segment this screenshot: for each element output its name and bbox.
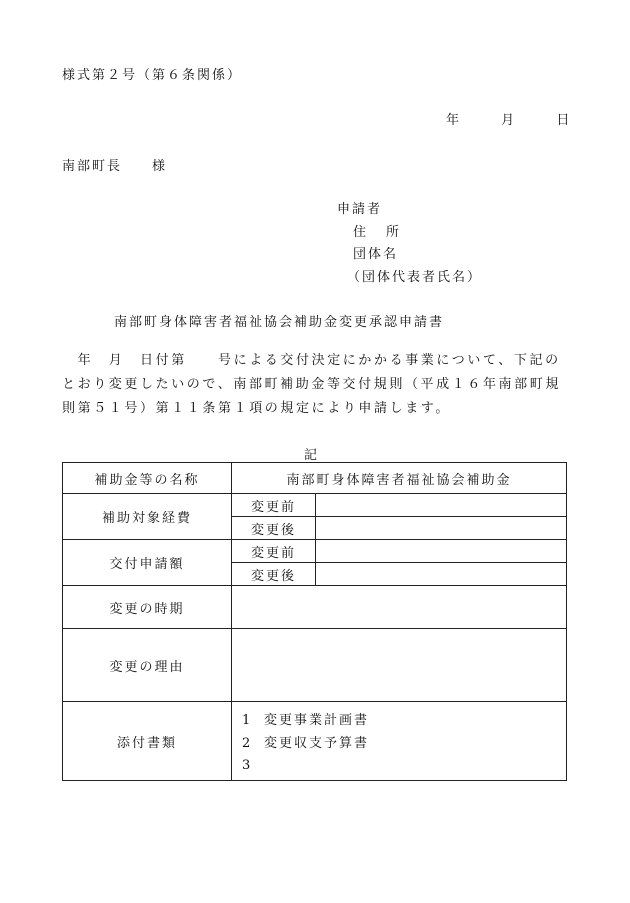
- addressee-name: 南部町長: [62, 159, 123, 174]
- amount-label: 交付申請額: [63, 540, 232, 586]
- expense-label: 補助対象経費: [63, 494, 232, 540]
- list-item: 2 変更収支予算書: [242, 735, 370, 751]
- date-year: 年: [446, 113, 462, 128]
- attachments-list: [232, 702, 567, 781]
- body-paragraph: 年 月 日付第 号による交付決定にかかる事業について、下記のとおり変更したいので、南部町補助金等交付規則（平成１６年南部町規則第５１号）第１１条第１項の規定により申請します。: [62, 353, 561, 416]
- timing-value[interactable]: [232, 586, 567, 629]
- table-row: [63, 702, 567, 781]
- amount-after-label: 変更後: [232, 563, 316, 586]
- date-month: 月: [501, 113, 517, 128]
- table-row: [63, 463, 567, 494]
- representative-label: （団体代表者氏名）: [347, 269, 483, 285]
- document-title: 南部町身体障害者福祉協会補助金変更承認申請書: [114, 315, 445, 330]
- list-item: 3: [242, 758, 253, 773]
- form-number: 様式第２号（第６条関係）: [62, 68, 243, 83]
- addressee-honorific: 様: [152, 159, 168, 174]
- date-day: 日: [556, 113, 572, 128]
- addressee: [62, 155, 167, 174]
- date-line: [446, 109, 571, 128]
- applicant-block: [337, 199, 482, 289]
- table-row: [63, 586, 567, 629]
- table-row: [63, 540, 567, 563]
- group-name-label: 団体名: [353, 247, 399, 262]
- address-label-b: 所: [386, 224, 402, 240]
- ki-heading: 記: [304, 448, 320, 463]
- expense-before-value[interactable]: [316, 494, 567, 517]
- reason-value[interactable]: [232, 629, 567, 702]
- subsidy-name-label: 補助金等の名称: [63, 463, 232, 494]
- expense-before-label: 変更前: [232, 494, 316, 517]
- expense-after-label: 変更後: [232, 517, 316, 540]
- expense-after-value[interactable]: [316, 517, 567, 540]
- reason-label: 変更の理由: [63, 629, 232, 702]
- attachments-label: 添付書類: [63, 702, 232, 781]
- amount-after-value[interactable]: [316, 563, 567, 586]
- timing-label: 変更の時期: [63, 586, 232, 629]
- list-item: 1 変更事業計画書: [242, 713, 370, 728]
- amount-before-value[interactable]: [316, 540, 567, 563]
- application-table: [62, 462, 567, 781]
- table-row: [63, 494, 567, 517]
- amount-before-label: 変更前: [232, 540, 316, 563]
- applicant-label: 申請者: [337, 202, 383, 217]
- subsidy-name-value: 南部町身体障害者福祉協会補助金: [232, 463, 567, 494]
- address-label: [337, 222, 482, 245]
- table-row: [63, 629, 567, 702]
- address-label-a: 住: [353, 224, 369, 240]
